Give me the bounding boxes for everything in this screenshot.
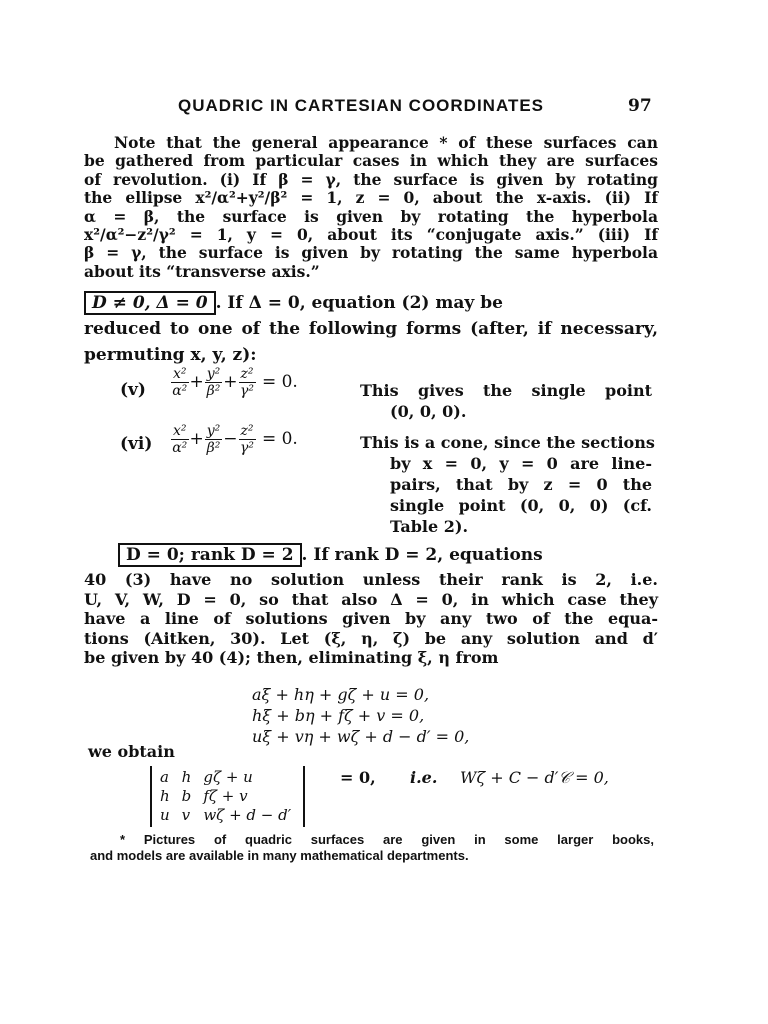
equation-v: $\frac{\text{x²}}{\text{α²}}$ + $\frac{\text{y²}}{\text{β²}}$ + $\frac{\text{z²}}{\text{γ²}}$ = 0. xyxy=(172,366,298,399)
text-line: Table 2). xyxy=(390,517,469,536)
determinant-result: Wζ + C − d′𝒞 = 0, xyxy=(460,768,609,787)
fraction: $\frac{\text{y²}}{\text{β²}}$ xyxy=(206,423,221,456)
fraction: $\frac{\text{x²}}{\text{α²}}$ xyxy=(172,366,188,399)
text-line: be gathered from particular cases in which they are surfaces xyxy=(84,151,658,171)
text-line: permuting x, y, z): xyxy=(84,345,257,365)
text-line: of revolution. (i) If β = γ, the surface is given by rotating xyxy=(84,169,658,189)
equation-label-vi: (vi) xyxy=(120,434,153,454)
equation-label-v: (v) xyxy=(120,380,146,400)
fraction: $\frac{\text{z²}}{\text{γ²}}$ xyxy=(240,423,255,456)
text-line: tions (Aitken, 30). Let (ξ, η, ζ) be any solution and d′ xyxy=(84,628,658,648)
text-line: Note that the general appearance * of these surfaces can xyxy=(114,133,658,152)
equation-system xyxy=(252,684,469,747)
equation-vi-description xyxy=(360,432,655,537)
fraction: $\frac{\text{z²}}{\text{γ²}}$ xyxy=(240,366,255,399)
text-line: be given by 40 (4); then, eliminating ξ, η from xyxy=(84,648,499,667)
text-line: pairs, that by z = 0 the xyxy=(390,475,652,494)
ie-text: i.e. xyxy=(410,768,438,787)
text-line: This is a cone, since the sections xyxy=(360,433,655,452)
determinant xyxy=(150,766,305,827)
we-obtain-text: we obtain xyxy=(88,742,175,761)
text-line: reduced to one of the following forms (after, if necessary, xyxy=(84,319,658,339)
equation-vi: $\frac{\text{x²}}{\text{α²}}$ + $\frac{\text{y²}}{\text{β²}}$ − $\frac{\text{z²}}{\text{γ²}}$ = 0. xyxy=(172,423,298,456)
equation-row: hξ + bη + fζ + v = 0, xyxy=(252,706,425,725)
equation-row: aξ + hη + gζ + u = 0, xyxy=(252,685,430,704)
text-line: x²/α²−z²/γ² = 1, y = 0, about its “conjugate axis.” (iii) If xyxy=(84,225,658,245)
text-line: single point (0, 0, 0) (cf. xyxy=(390,496,652,515)
text-line: the ellipse x²/α²+y²/β² = 1, z = 0, about the x-axis. (ii) If xyxy=(84,188,658,208)
text-line: about its “transverse axis.” xyxy=(84,261,320,281)
text-line: (0, 0, 0). xyxy=(390,402,467,421)
text-line: This gives the single point xyxy=(360,381,652,400)
intro-paragraph xyxy=(84,134,658,281)
case-one-lead: . If Δ = 0, equation (2) may be xyxy=(215,293,503,313)
case-two-lead: . If rank D = 2, equations xyxy=(301,545,543,565)
equation-row: uξ + vη + wζ + d − d′ = 0, xyxy=(252,727,470,746)
text-line: 40 (3) have no solution unless their rank is 2, i.e. xyxy=(84,570,658,589)
running-header: QUADRIC IN CARTESIAN COORDINATES xyxy=(178,96,545,115)
text-line: α = β, the surface is given by rotating the hyperbola xyxy=(84,206,658,226)
fraction: $\frac{\text{x²}}{\text{α²}}$ xyxy=(172,423,188,456)
text-line: have a line of solutions given by any two of the equa- xyxy=(84,609,658,628)
text-line: U, V, W, D = 0, so that also Δ = 0, in which case they xyxy=(84,589,658,609)
page-number: 97 xyxy=(628,96,652,116)
case-one-box: D ≠ 0, Δ = 0 xyxy=(84,291,216,315)
case-one-paragraph xyxy=(84,290,658,368)
case-two-paragraph xyxy=(84,540,658,668)
footnote-line: and models are available in many mathematical departments. xyxy=(90,848,469,863)
equation-v-description xyxy=(360,380,652,422)
fraction: $\frac{\text{y²}}{\text{β²}}$ xyxy=(206,366,221,399)
text-line: β = γ, the surface is given by rotating the same hyperbola xyxy=(84,243,658,263)
footnote-line: * Pictures of quadric surfaces are given in some larger books, xyxy=(120,832,654,847)
footnote xyxy=(90,832,654,864)
determinant-rhs: = 0, xyxy=(340,768,376,787)
determinant-table: a h gζ + u h b fζ + v u v wζ + d − d′ xyxy=(160,768,292,824)
text-line: by x = 0, y = 0 are line- xyxy=(390,454,652,473)
case-two-box: D = 0; rank D = 2 xyxy=(118,543,302,567)
